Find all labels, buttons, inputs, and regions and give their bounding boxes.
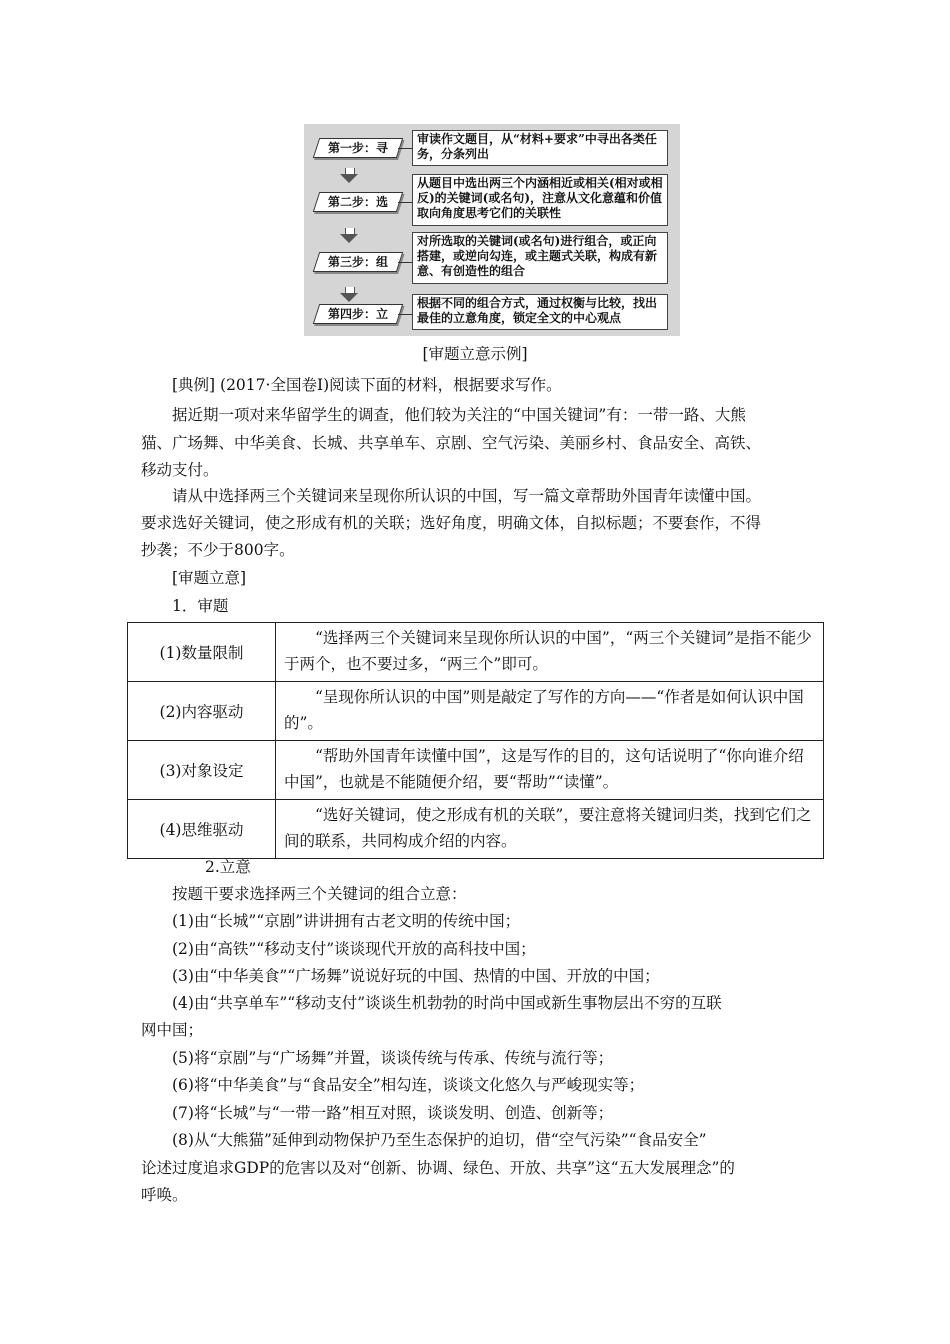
row-label: (3)对象设定 xyxy=(128,741,276,800)
table-row xyxy=(128,741,824,800)
idea-item-continued: 论述过度追求GDP的危害以及对“创新、协调、绿色、开放、共享”这“五大发展理念”的 xyxy=(141,1159,735,1177)
idea-item: (2)由“高铁”“移动支付”谈谈现代开放的高科技中国； xyxy=(172,940,536,958)
table-row xyxy=(128,800,824,859)
material-line-3: 移动支付。 xyxy=(141,461,219,479)
step-2-label-box xyxy=(313,192,403,212)
down-arrow-1-icon xyxy=(340,174,358,183)
subsection-1-title: 1．审题 xyxy=(172,597,229,615)
table-row xyxy=(128,623,824,682)
idea-item: (5)将“京剧”与“广场舞”并置，谈谈传统与传承、传统与流行等； xyxy=(172,1049,614,1067)
idea-item-continued: 网中国； xyxy=(141,1021,204,1039)
idea-item: (8)从“大熊猫”延伸到动物保护乃至生态保护的迫切，借“空气污染”“食品安全” xyxy=(172,1131,707,1149)
analysis-table xyxy=(127,622,824,859)
down-arrow-3-icon xyxy=(340,293,358,302)
requirement-line-1: 请从中选择两三个关键词来呈现你所认识的中国，写一篇文章帮助外国青年读懂中国。 xyxy=(172,487,762,505)
step-3-label: 第三步：组 xyxy=(327,255,388,269)
table-row xyxy=(128,682,824,741)
subsection-2-title: 2.立意 xyxy=(205,858,251,876)
down-arrow-2-icon xyxy=(340,234,358,243)
material-line-2: 猫、广场舞、中华美食、长城、共享单车、京剧、空气污染、美丽乡村、食品安全、高铁、 xyxy=(141,434,762,452)
idea-item: (6)将“中华美食”与“食品安全”相勾连，谈谈文化悠久与严峻现实等； xyxy=(172,1076,645,1094)
step-1-text: 审读作文题目，从“材料+要求”中寻出各类任务，分条列出 xyxy=(412,130,668,166)
step-3-text: 对所选取的关键词(或名句)进行组合，或正向搭建，或逆向勾连，或主题式关联，构成有新意、有创造性的组合 xyxy=(412,232,668,284)
step-1-label: 第一步：寻 xyxy=(327,141,388,155)
idea-item: (1)由“长城”“京剧”讲讲拥有古老文明的传统中国； xyxy=(172,912,521,930)
step-2-connector xyxy=(398,202,412,203)
step-4-connector xyxy=(398,314,412,315)
idea-item-continued: 呼唤。 xyxy=(141,1186,188,1204)
row-label: (1)数量限制 xyxy=(128,623,276,682)
idea-item: (4)由“共享单车”“移动支付”谈谈生机勃勃的时尚中国或新生事物层出不穷的互联 xyxy=(172,994,722,1012)
section-title: [审题立意] xyxy=(172,569,247,587)
idea-item: (3)由“中华美食”“广场舞”说说好玩的中国、热情的中国、开放的中国； xyxy=(172,967,660,985)
ideas-intro: 按题干要求选择两三个关键词的组合立意： xyxy=(172,885,467,903)
example-lead: [典例] (2017·全国卷Ⅰ)阅读下面的材料，根据要求写作。 xyxy=(172,376,562,394)
step-4-label: 第四步：立 xyxy=(327,307,388,321)
row-label: (2)内容驱动 xyxy=(128,682,276,741)
step-2-text: 从题目中选出两三个内涵相近或相关(相对或相反)的关键词(或名句)，注意从文化意蕴和价值取向角度思考它们的关联性 xyxy=(412,174,668,226)
step-3-label-box xyxy=(313,252,403,272)
row-text: “帮助外国青年读懂中国”，这是写作的目的，这句话说明了“你向谁介绍中国”，也就是不能随便介绍，要“帮助”“读懂”。 xyxy=(276,741,824,800)
flow-diagram xyxy=(304,124,680,336)
requirement-line-3: 抄袭；不少于800字。 xyxy=(141,541,295,559)
row-text: “呈现你所认识的中国”则是敲定了写作的方向——“作者是如何认识中国的”。 xyxy=(276,682,824,741)
step-1-label-box xyxy=(313,138,403,158)
step-4-label-box xyxy=(313,304,403,324)
material-line-1: 据近期一项对来华留学生的调查，他们较为关注的“中国关键词”有：一带一路、大熊 xyxy=(172,406,746,424)
step-1-connector xyxy=(398,148,412,149)
step-3-connector xyxy=(398,262,412,263)
step-4-text: 根据不同的组合方式，通过权衡与比较，找出最佳的立意角度，锁定全文的中心观点 xyxy=(412,294,668,330)
requirement-line-2: 要求选好关键词，使之形成有机的关联；选好角度，明确文体，自拟标题；不要套作，不得 xyxy=(141,514,762,532)
row-text: “选择两三个关键词来呈现你所认识的中国”，“两三个关键词”是指不能少于两个，也不要过多，“两三个”即可。 xyxy=(276,623,824,682)
idea-item: (7)将“长城”与“一带一路”相互对照，谈谈发明、创造、创新等； xyxy=(172,1104,614,1122)
row-text: “选好关键词，使之形成有机的关联”，要注意将关键词归类，找到它们之间的联系，共同构成介绍的内容。 xyxy=(276,800,824,859)
row-label: (4)思维驱动 xyxy=(128,800,276,859)
diagram-caption: [审题立意示例] xyxy=(422,345,528,363)
step-2-label: 第二步：选 xyxy=(327,195,388,209)
